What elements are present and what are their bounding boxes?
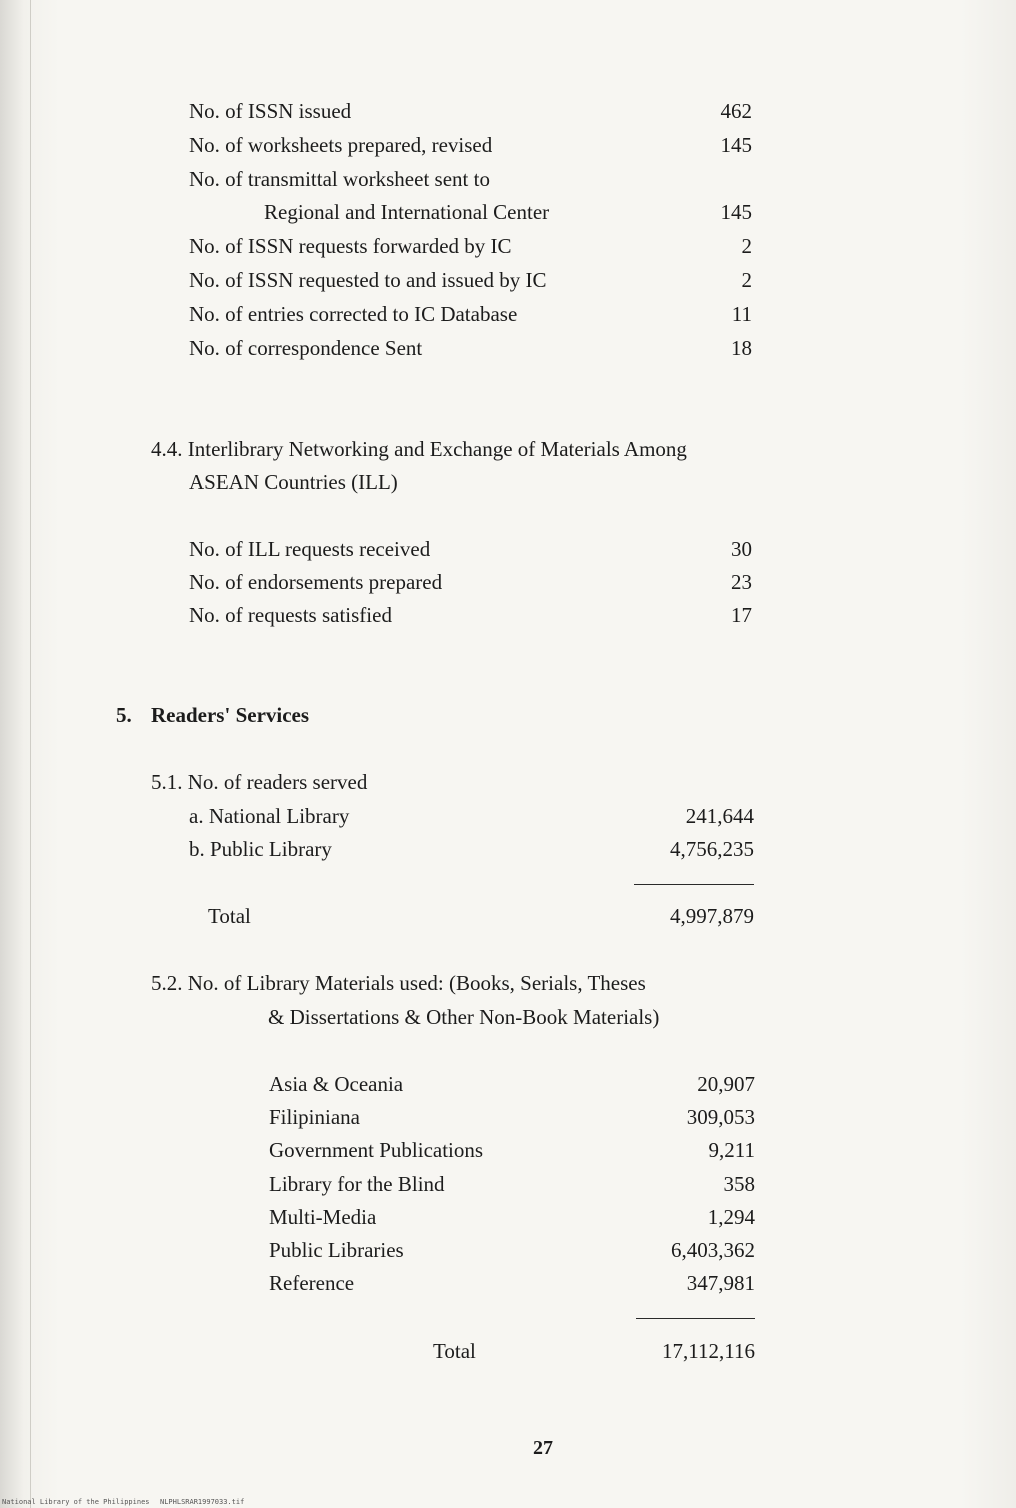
issn-stat-value: 145 <box>720 133 752 157</box>
ill-stat-value: 17 <box>731 603 752 627</box>
materials-value: 1,294 <box>707 1205 755 1229</box>
issn-stat-label: No. of transmittal worksheet sent to <box>189 167 490 191</box>
readers-label: b. Public Library <box>189 837 332 861</box>
issn-stat-label: No. of entries corrected to IC Database <box>189 302 518 326</box>
materials-value: 358 <box>723 1172 755 1196</box>
issn-stat-label: Regional and International Center <box>264 200 550 224</box>
materials-label: Asia & Oceania <box>269 1072 404 1096</box>
materials-value: 6,403,362 <box>671 1238 755 1262</box>
materials-label: Public Libraries <box>269 1238 404 1262</box>
footer-source: National Library of the Philippines <box>2 1498 150 1506</box>
readers-label: a. National Library <box>189 804 350 828</box>
materials-value: 9,211 <box>708 1138 755 1162</box>
section-title-continued: ASEAN Countries (ILL) <box>189 470 398 494</box>
issn-stat-value: 145 <box>720 200 752 224</box>
materials-value: 309,053 <box>686 1105 755 1129</box>
total-label: Total <box>433 1339 476 1363</box>
issn-stat-value: 2 <box>741 234 752 258</box>
readers-value: 241,644 <box>685 804 754 828</box>
subsection-title: 5.2. No. of Library Materials used: (Books, Serials, Theses <box>151 971 646 995</box>
issn-stat-value: 18 <box>731 336 752 360</box>
issn-stat-label: No. of correspondence Sent <box>189 336 423 360</box>
total-rule <box>636 1318 755 1319</box>
ill-stat-value: 30 <box>731 537 752 561</box>
footer-filename: NLPHLSRAR1997033.tif <box>160 1498 245 1506</box>
total-label: Total <box>208 904 251 928</box>
ill-stat-label: No. of requests satisfied <box>189 603 392 627</box>
materials-value: 20,907 <box>697 1072 755 1096</box>
issn-stat-value: 2 <box>741 268 752 292</box>
total-value: 17,112,116 <box>662 1339 755 1363</box>
section-number: 5. <box>116 703 132 727</box>
issn-stat-value: 11 <box>731 302 752 326</box>
subsection-title: 5.1. No. of readers served <box>151 770 368 794</box>
issn-stat-value: 462 <box>720 99 752 123</box>
section-title: 4.4. Interlibrary Networking and Exchange of Materials Among <box>151 437 687 461</box>
ill-stat-label: No. of ILL requests received <box>189 537 431 561</box>
page-number: 27 <box>533 1437 553 1459</box>
issn-stat-label: No. of ISSN requests forwarded by IC <box>189 234 512 258</box>
issn-stat-label: No. of ISSN requested to and issued by IC <box>189 268 547 292</box>
issn-stat-label: No. of ISSN issued <box>189 99 352 123</box>
subsection-title-continued: & Dissertations & Other Non-Book Materials) <box>268 1005 660 1029</box>
binding-fold <box>30 0 31 1508</box>
readers-value: 4,756,235 <box>670 837 754 861</box>
total-value: 4,997,879 <box>670 904 754 928</box>
materials-label: Filipiniana <box>269 1105 360 1129</box>
materials-label: Library for the Blind <box>269 1172 445 1196</box>
ill-stat-label: No. of endorsements prepared <box>189 570 443 594</box>
materials-label: Government Publications <box>269 1138 484 1162</box>
materials-label: Reference <box>269 1271 355 1295</box>
ill-stat-value: 23 <box>731 570 752 594</box>
total-rule <box>634 884 754 885</box>
materials-label: Multi-Media <box>269 1205 377 1229</box>
issn-stat-label: No. of worksheets prepared, revised <box>189 133 493 157</box>
materials-value: 347,981 <box>686 1271 755 1295</box>
section-heading: Readers' Services <box>151 703 310 727</box>
